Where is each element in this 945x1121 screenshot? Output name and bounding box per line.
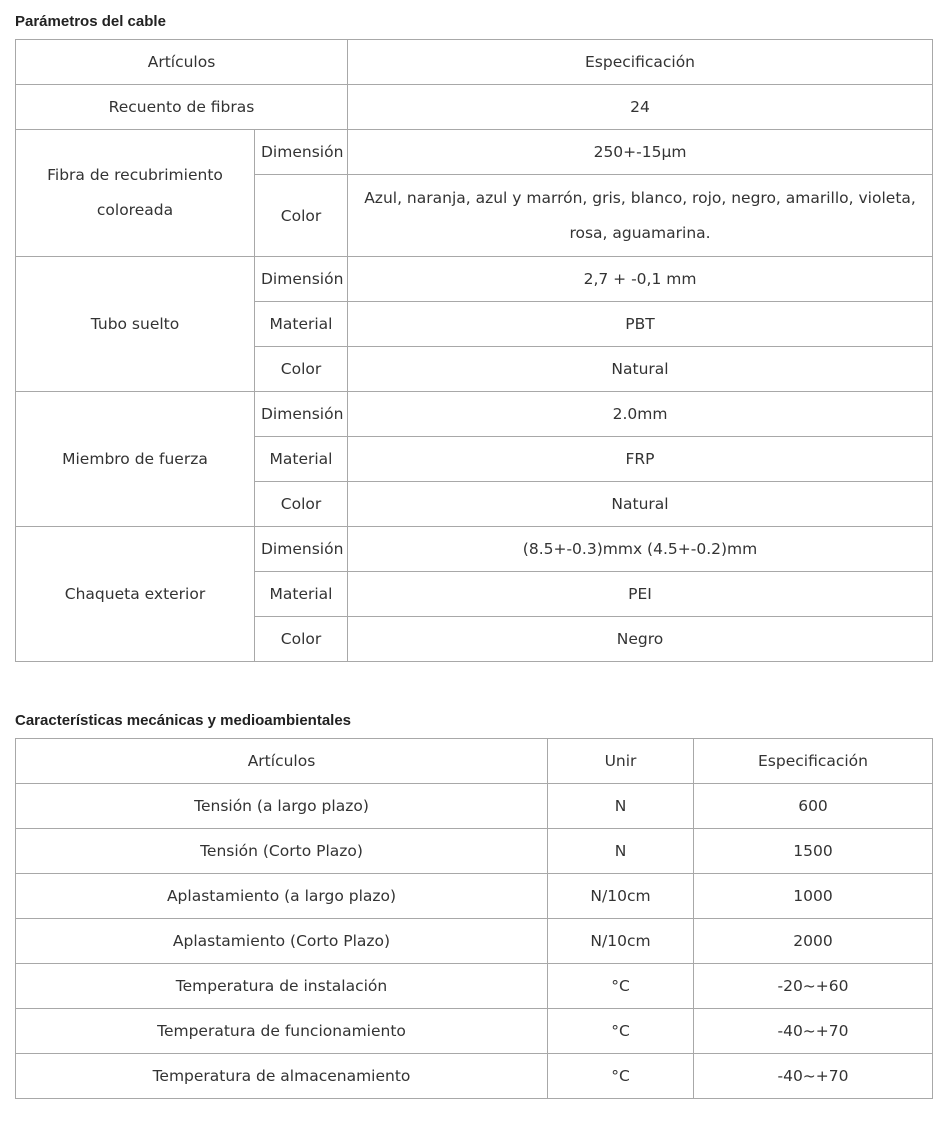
row-unit: N/10cm [548,874,694,919]
loose-tube-label: Tubo suelto [16,257,255,392]
table-row [16,919,933,964]
outer-jacket-dimension-label: Dimensión [255,527,348,572]
cable-params-title: Parámetros del cable [15,13,166,30]
table-row [16,874,933,919]
strength-member-color-label: Color [255,482,348,527]
row-unit: N [548,829,694,874]
row-item: Tensión (a largo plazo) [16,784,548,829]
strength-member-dimension-value: 2.0mm [348,392,933,437]
strength-member-material-label: Material [255,437,348,482]
cable-params-table [15,39,933,662]
row-spec: 1000 [694,874,933,919]
row-unit: °C [548,964,694,1009]
outer-jacket-material-label: Material [255,572,348,617]
row-spec: -40~+70 [694,1054,933,1099]
outer-jacket-label: Chaqueta exterior [16,527,255,662]
table-row [16,130,933,175]
loose-tube-dimension-label: Dimensión [255,257,348,302]
colored-fiber-label: Fibra de recubrimiento coloreada [16,130,255,257]
table-header-row [16,739,933,784]
row-item: Temperatura de instalación [16,964,548,1009]
loose-tube-dimension-value: 2,7 + -0,1 mm [348,257,933,302]
row-spec: -20~+60 [694,964,933,1009]
colored-fiber-color-value: Azul, naranja, azul y marrón, gris, blanco, rojo, negro, amarillo, violeta, rosa, aguamarina. [348,175,933,257]
row-item: Tensión (Corto Plazo) [16,829,548,874]
row-unit: N [548,784,694,829]
fiber-count-value: 24 [348,85,933,130]
fiber-count-label: Recuento de fibras [16,85,348,130]
outer-jacket-material-value: PEI [348,572,933,617]
table-row [16,85,933,130]
row-spec: -40~+70 [694,1009,933,1054]
table-row [16,527,933,572]
table-row [16,829,933,874]
mech-env-table [15,738,933,1099]
row-item: Temperatura de funcionamiento [16,1009,548,1054]
colored-fiber-dimension-label: Dimensión [255,130,348,175]
row-unit: °C [548,1054,694,1099]
header-items: Artículos [16,739,548,784]
row-spec: 600 [694,784,933,829]
row-item: Aplastamiento (a largo plazo) [16,874,548,919]
loose-tube-color-value: Natural [348,347,933,392]
colored-fiber-color-label: Color [255,175,348,257]
header-spec: Especificación [694,739,933,784]
loose-tube-material-value: PBT [348,302,933,347]
outer-jacket-color-label: Color [255,617,348,662]
loose-tube-material-label: Material [255,302,348,347]
header-items: Artículos [16,40,348,85]
loose-tube-color-label: Color [255,347,348,392]
table-row [16,257,933,302]
strength-member-material-value: FRP [348,437,933,482]
outer-jacket-dimension-value: (8.5+-0.3)mmx (4.5+-0.2)mm [348,527,933,572]
mech-env-title: Características mecánicas y medioambientales [15,712,352,729]
table-row [16,1054,933,1099]
colored-fiber-dimension-value: 250+-15μm [348,130,933,175]
table-row [16,964,933,1009]
strength-member-dimension-label: Dimensión [255,392,348,437]
row-spec: 2000 [694,919,933,964]
strength-member-color-value: Natural [348,482,933,527]
row-unit: N/10cm [548,919,694,964]
table-row [16,392,933,437]
header-unit: Unir [548,739,694,784]
row-item: Temperatura de almacenamiento [16,1054,548,1099]
table-row [16,784,933,829]
row-spec: 1500 [694,829,933,874]
row-item: Aplastamiento (Corto Plazo) [16,919,548,964]
header-spec: Especificación [348,40,933,85]
outer-jacket-color-value: Negro [348,617,933,662]
table-header-row [16,40,933,85]
strength-member-label: Miembro de fuerza [16,392,255,527]
table-row [16,1009,933,1054]
row-unit: °C [548,1009,694,1054]
